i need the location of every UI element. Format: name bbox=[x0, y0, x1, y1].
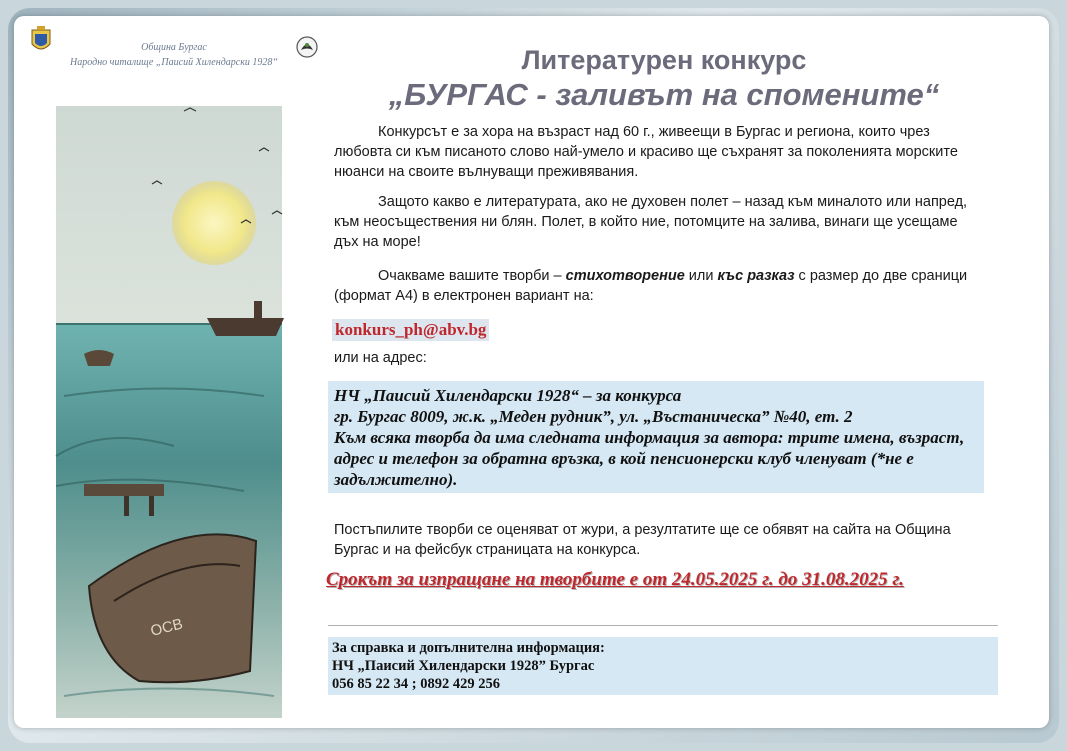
poster-title: Литературен конкурс bbox=[521, 45, 807, 75]
sea-painting bbox=[44, 96, 291, 720]
submission-text-c: или bbox=[684, 268, 718, 284]
paragraph-submission bbox=[334, 266, 974, 306]
paragraph-literature-text: Защото какво е литературата, ако не духовен полет – назад към миналото или напред, към неосъществения ни блян. Полет, в който ние, потомците на залива, винаги ще усещаме дъх на море! bbox=[334, 194, 968, 250]
paragraph-eligibility-text: Конкурсът е за хора на възраст над 60 г., живеещи в Бургас и региона, които чрез любовта си към писаното слово най-умело и красиво ще съхранят за поколенията морските нюанси на своите вълнуващи преживявания. bbox=[334, 124, 958, 180]
address-line-recipient: НЧ „Паисий Хилендарски 1928“ – за конкурса bbox=[334, 386, 682, 405]
contact-organization: НЧ „Паисий Хилендарски 1928” Бургас bbox=[332, 658, 595, 674]
deadline-notice: Срокът за изпращане на творбите е от 24.05.2025 г. до 31.08.2025 г. bbox=[326, 569, 904, 590]
results-paragraph: Постъпилите творби се оценяват от жури, а резултатите ще се обявят на сайта на Община Бургас и на фейсбук страницата на конкурса. bbox=[334, 522, 951, 558]
burgas-coat-of-arms-icon bbox=[30, 26, 52, 56]
genre-poem: стихотворение bbox=[565, 268, 685, 284]
submission-text-e: с размер до две сраници (формат А4) в електронен вариант на: bbox=[334, 268, 968, 304]
divider bbox=[328, 625, 998, 626]
poster-subtitle: „БУРГАС - заливът на спомените“ bbox=[388, 77, 940, 112]
postal-address-box bbox=[328, 381, 984, 493]
community-center-logo-icon bbox=[296, 36, 318, 58]
organization-header bbox=[54, 40, 294, 70]
paragraph-eligibility bbox=[334, 122, 974, 182]
contact-info-box bbox=[328, 637, 998, 695]
boat-label: ОСВ bbox=[148, 615, 185, 640]
author-info-requirements: Към всяка творба да има следната информация за автора: трите имена, възраст, адрес и телефон за обратна връзка, в кой пенсионерски клуб членуват (*не е задължително). bbox=[334, 428, 965, 489]
submission-text-a: Очакваме вашите творби – bbox=[378, 268, 566, 284]
address-line-street: гр. Бургас 8009, ж.к. „Меден рудник”, ул. „Въстаническа” №40, ет. 2 bbox=[334, 407, 853, 426]
org-line-municipality: Община Бургас bbox=[141, 42, 207, 53]
genre-short-story: къс разказ bbox=[717, 268, 795, 284]
paragraph-literature bbox=[334, 192, 974, 252]
contact-phones[interactable]: 056 85 22 34 ; 0892 429 256 bbox=[332, 676, 500, 692]
contact-heading: За справка и допълнителна информация: bbox=[332, 640, 605, 656]
poster bbox=[14, 16, 1049, 728]
org-line-community-center: Народно читалище „Паисий Хилендарски 1928“ bbox=[70, 57, 278, 68]
sun-shape bbox=[172, 181, 256, 265]
email-link[interactable]: konkurs_ph@abv.bg bbox=[332, 319, 489, 341]
or-address-label: или на адрес: bbox=[334, 350, 427, 366]
